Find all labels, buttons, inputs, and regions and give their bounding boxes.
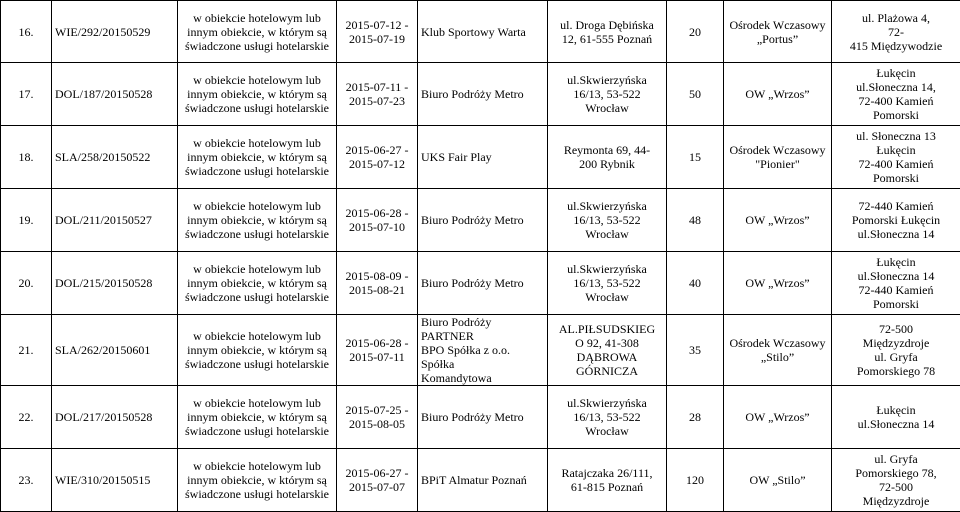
table-row bbox=[1, 63, 960, 126]
cell-date-range: 2015-06-27 - 2015-07-07 bbox=[337, 449, 418, 512]
cell-registry-number: DOL/211/20150527 bbox=[52, 189, 178, 252]
cell-participant-count: 50 bbox=[667, 63, 724, 126]
table-row bbox=[1, 386, 960, 449]
cell-participant-count: 28 bbox=[667, 386, 724, 449]
cell-date-range: 2015-06-28 - 2015-07-11 bbox=[337, 315, 418, 386]
cell-venue-name: OW „Wrzos” bbox=[724, 386, 832, 449]
cell-organizer: Biuro Podróży Metro bbox=[418, 189, 548, 252]
cell-organizer-address: Ratajczaka 26/111, 61-815 Poznań bbox=[548, 449, 667, 512]
cell-place-type: w obiekcie hotelowym lub innym obiekcie, w którym są świadczone usługi hotelarskie bbox=[178, 1, 337, 63]
cell-lp: 17. bbox=[1, 63, 52, 126]
cell-participant-count: 20 bbox=[667, 1, 724, 63]
cell-place-type: w obiekcie hotelowym lub innym obiekcie, w którym są świadczone usługi hotelarskie bbox=[178, 315, 337, 386]
cell-lp: 22. bbox=[1, 386, 52, 449]
cell-organizer: Biuro Podróży PARTNER BPO Spółka z o.o. Spółka Komandytowa bbox=[418, 315, 548, 386]
cell-place-type: w obiekcie hotelowym lub innym obiekcie, w którym są świadczone usługi hotelarskie bbox=[178, 386, 337, 449]
cell-place-type: w obiekcie hotelowym lub innym obiekcie, w którym są świadczone usługi hotelarskie bbox=[178, 63, 337, 126]
table-row bbox=[1, 189, 960, 252]
cell-date-range: 2015-07-12 - 2015-07-19 bbox=[337, 1, 418, 63]
cell-date-range: 2015-07-11 - 2015-07-23 bbox=[337, 63, 418, 126]
cell-date-range: 2015-06-27 - 2015-07-12 bbox=[337, 126, 418, 189]
cell-registry-number: SLA/258/20150522 bbox=[52, 126, 178, 189]
table-row bbox=[1, 1, 960, 63]
cell-venue-address: ul. Plażowa 4, 72- 415 Międzywodzie bbox=[832, 1, 960, 63]
cell-organizer-address: ul.Skwierzyńska 16/13, 53-522 Wrocław bbox=[548, 252, 667, 315]
table-row bbox=[1, 252, 960, 315]
cell-organizer-address: AL.PIŁSUDSKIEG O 92, 41-308 DĄBROWA GÓRNICZA bbox=[548, 315, 667, 386]
cell-registry-number: DOL/187/20150528 bbox=[52, 63, 178, 126]
cell-place-type: w obiekcie hotelowym lub innym obiekcie, w którym są świadczone usługi hotelarskie bbox=[178, 126, 337, 189]
cell-participant-count: 15 bbox=[667, 126, 724, 189]
cell-organizer-address: Reymonta 69, 44- 200 Rybnik bbox=[548, 126, 667, 189]
cell-organizer-address: ul.Skwierzyńska 16/13, 53-522 Wrocław bbox=[548, 386, 667, 449]
cell-participant-count: 48 bbox=[667, 189, 724, 252]
cell-venue-name: Ośrodek Wczasowy „Portus” bbox=[724, 1, 832, 63]
cell-date-range: 2015-08-09 - 2015-08-21 bbox=[337, 252, 418, 315]
cell-participant-count: 40 bbox=[667, 252, 724, 315]
table-row bbox=[1, 126, 960, 189]
cell-organizer: Klub Sportowy Warta bbox=[418, 1, 548, 63]
cell-organizer-address: ul. Droga Dębińska 12, 61-555 Poznań bbox=[548, 1, 667, 63]
cell-venue-name: OW „Stilo” bbox=[724, 449, 832, 512]
cell-organizer: Biuro Podróży Metro bbox=[418, 252, 548, 315]
cell-registry-number: DOL/217/20150528 bbox=[52, 386, 178, 449]
cell-lp: 18. bbox=[1, 126, 52, 189]
cell-registry-number: DOL/215/20150528 bbox=[52, 252, 178, 315]
cell-venue-name: OW „Wrzos” bbox=[724, 63, 832, 126]
cell-venue-name: Ośrodek Wczasowy „Stilo” bbox=[724, 315, 832, 386]
cell-organizer-address: ul.Skwierzyńska 16/13, 53-522 Wrocław bbox=[548, 189, 667, 252]
cell-date-range: 2015-07-25 - 2015-08-05 bbox=[337, 386, 418, 449]
cell-organizer: UKS Fair Play bbox=[418, 126, 548, 189]
cell-place-type: w obiekcie hotelowym lub innym obiekcie, w którym są świadczone usługi hotelarskie bbox=[178, 449, 337, 512]
cell-venue-address: ul. Gryfa Pomorskiego 78, 72-500 Międzyzdroje bbox=[832, 449, 960, 512]
cell-venue-address: 72-440 Kamień Pomorski Łukęcin ul.Słoneczna 14 bbox=[832, 189, 960, 252]
cell-lp: 20. bbox=[1, 252, 52, 315]
cell-venue-address: Łukęcin ul.Słoneczna 14 bbox=[832, 386, 960, 449]
cell-venue-address: ul. Słoneczna 13 Łukęcin 72-400 Kamień Pomorski bbox=[832, 126, 960, 189]
cell-lp: 16. bbox=[1, 1, 52, 63]
cell-participant-count: 35 bbox=[667, 315, 724, 386]
cell-registry-number: WIE/292/20150529 bbox=[52, 1, 178, 63]
cell-venue-address: 72-500 Międzyzdroje ul. Gryfa Pomorskiego 78 bbox=[832, 315, 960, 386]
cell-organizer: BPiT Almatur Poznań bbox=[418, 449, 548, 512]
cell-registry-number: WIE/310/20150515 bbox=[52, 449, 178, 512]
cell-place-type: w obiekcie hotelowym lub innym obiekcie, w którym są świadczone usługi hotelarskie bbox=[178, 252, 337, 315]
cell-venue-address: Łukęcin ul.Słoneczna 14, 72-400 Kamień Pomorski bbox=[832, 63, 960, 126]
cell-lp: 23. bbox=[1, 449, 52, 512]
cell-venue-name: OW „Wrzos” bbox=[724, 189, 832, 252]
table-row bbox=[1, 449, 960, 512]
table-row bbox=[1, 315, 960, 386]
cell-participant-count: 120 bbox=[667, 449, 724, 512]
cell-venue-name: OW „Wrzos” bbox=[724, 252, 832, 315]
cell-place-type: w obiekcie hotelowym lub innym obiekcie, w którym są świadczone usługi hotelarskie bbox=[178, 189, 337, 252]
cell-venue-address: Łukęcin ul.Słoneczna 14 72-440 Kamień Pomorski bbox=[832, 252, 960, 315]
cell-registry-number: SLA/262/20150601 bbox=[52, 315, 178, 386]
cell-venue-name: Ośrodek Wczasowy "Pionier" bbox=[724, 126, 832, 189]
cell-organizer: Biuro Podróży Metro bbox=[418, 386, 548, 449]
cell-lp: 19. bbox=[1, 189, 52, 252]
cell-lp: 21. bbox=[1, 315, 52, 386]
cell-organizer: Biuro Podróży Metro bbox=[418, 63, 548, 126]
cell-organizer-address: ul.Skwierzyńska 16/13, 53-522 Wrocław bbox=[548, 63, 667, 126]
cell-date-range: 2015-06-28 - 2015-07-10 bbox=[337, 189, 418, 252]
